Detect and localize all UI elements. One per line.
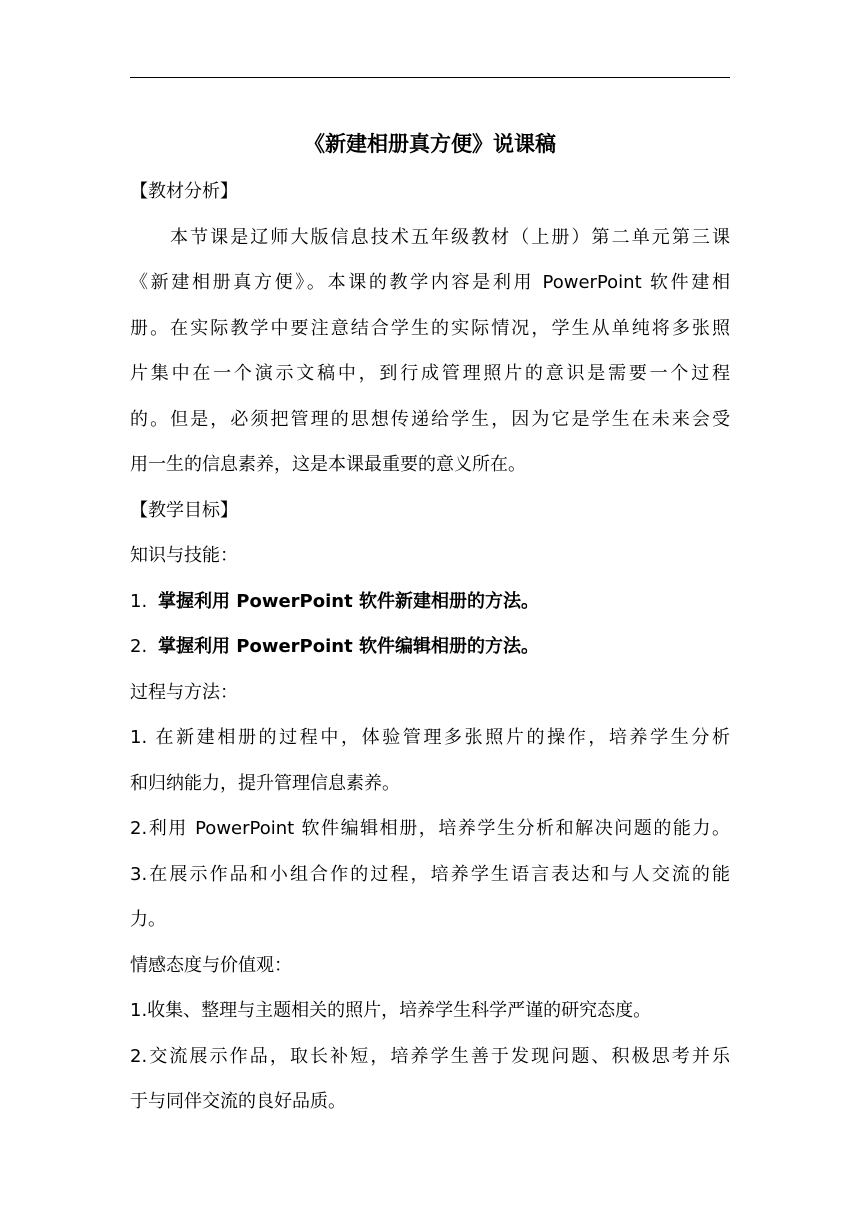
section-heading-goals: 【教学目标】 xyxy=(130,499,238,521)
process-line: 2.利用 PowerPoint 软件编辑相册，培养学生分析和解决问题的能力。 xyxy=(130,818,730,839)
analysis-line: 册。在实际教学中要注意结合学生的实际情况，学生从单纯将多张照 xyxy=(130,317,730,339)
subheading-knowledge: 知识与技能： xyxy=(130,545,238,566)
emotion-line: 2.交流展示作品，取长补短，培养学生善于发现问题、积极思考并乐 xyxy=(130,1045,730,1067)
process-line: 和归纳能力，提升管理信息素养。 xyxy=(130,772,400,794)
analysis-line: 的。但是，必须把管理的思想传递给学生，因为它是学生在未来会受 xyxy=(130,408,730,430)
list-number: 1. xyxy=(130,590,148,612)
document-title: 《新建相册真方便》说课稿 xyxy=(304,132,556,156)
subheading-emotion: 情感态度与价值观： xyxy=(130,954,292,976)
emotion-line: 于与同伴交流的良好品质。 xyxy=(130,1091,346,1112)
knowledge-item xyxy=(130,579,730,625)
analysis-line: 《新建相册真方便》。本课的教学内容是利用 PowerPoint 软件建相 xyxy=(130,272,730,293)
subheading-process: 过程与方法： xyxy=(130,681,238,703)
analysis-line: 片集中在一个演示文稿中，到行成管理照片的意识是需要一个过程 xyxy=(130,363,730,384)
knowledge-item-text: 掌握利用 PowerPoint 软件编辑相册的方法。 xyxy=(158,636,539,657)
analysis-line: 本节课是辽师大版信息技术五年级教材（上册）第二单元第三课 xyxy=(170,226,730,248)
knowledge-item-text: 掌握利用 PowerPoint 软件新建相册的方法。 xyxy=(158,590,539,612)
header-rule xyxy=(130,77,730,78)
process-line: 3.在展示作品和小组合作的过程，培养学生语言表达和与人交流的能 xyxy=(130,863,730,885)
list-number: 2. xyxy=(130,636,148,657)
emotion-line: 1.收集、整理与主题相关的照片，培养学生科学严谨的研究态度。 xyxy=(130,1000,652,1021)
document-body xyxy=(130,119,730,1125)
analysis-line: 用一生的信息素养，这是本课最重要的意义所在。 xyxy=(130,454,526,475)
process-line: 1. 在新建相册的过程中，体验管理多张照片的操作，培养学生分析 xyxy=(130,727,730,748)
section-heading-analysis: 【教材分析】 xyxy=(130,181,238,202)
process-line: 力。 xyxy=(130,909,166,930)
knowledge-item xyxy=(130,624,730,670)
